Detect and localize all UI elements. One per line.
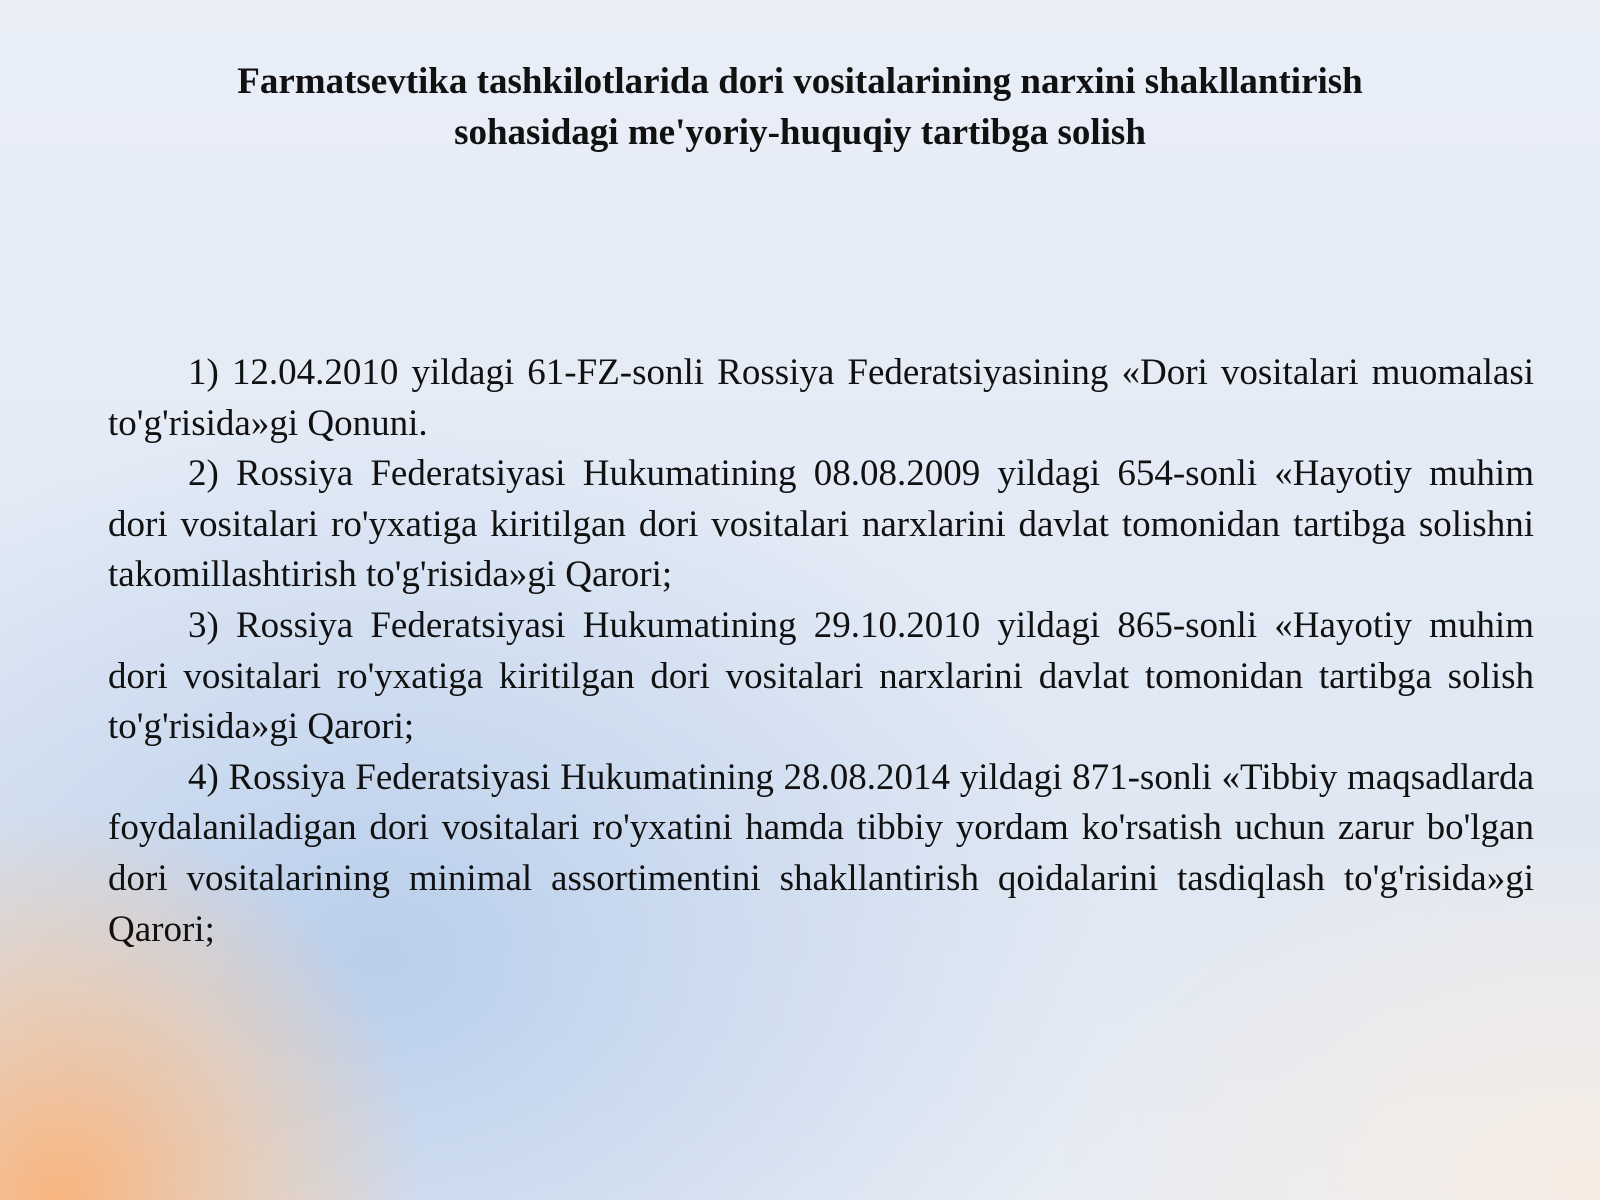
slide-title	[120, 56, 1480, 158]
regulation-item-4: 4) Rossiya Federatsiyasi Hukumatining 28.08.2014 yildagi 871-sonli «Tibbiy maqsadlarda foydalaniladigan dori vositalari ro'yxatini hamda tibbiy yordam ko'rsatish uchun zarur bo'lgan dori vositalarining minimal assortimentini shakllantirish qoidalarini tasdiqlash to'g'risida»gi Qarori;	[108, 756, 1534, 950]
slide-title-line-2: sohasidagi me'yoriy-huquqiy tartibga solish	[454, 112, 1146, 153]
slide-title-line-1: Farmatsevtika tashkilotlarida dori vositalarining narxini shakllantirish	[237, 61, 1363, 102]
regulation-list	[108, 348, 1534, 955]
regulation-item-3: 3) Rossiya Federatsiyasi Hukumatining 29.10.2010 yildagi 865-sonli «Hayotiy muhim dori vositalari ro'yxatiga kiritilgan dori vositalari narxlarini davlat tomonidan tartibga solish to'g'risida»gi Qarori;	[108, 604, 1534, 748]
regulation-item-1: 1) 12.04.2010 yildagi 61-FZ-sonli Rossiya Federatsiyasining «Dori vositalari muomalasi to'g'risida»gi Qonuni.	[108, 352, 1534, 444]
regulation-item-2: 2) Rossiya Federatsiyasi Hukumatining 08.08.2009 yildagi 654-sonli «Hayotiy muhim dori vositalari ro'yxatiga kiritilgan dori vositalari narxlarini davlat tomonidan tartibga solishni takomillashtirish to'g'risida»gi Qarori;	[108, 453, 1534, 596]
